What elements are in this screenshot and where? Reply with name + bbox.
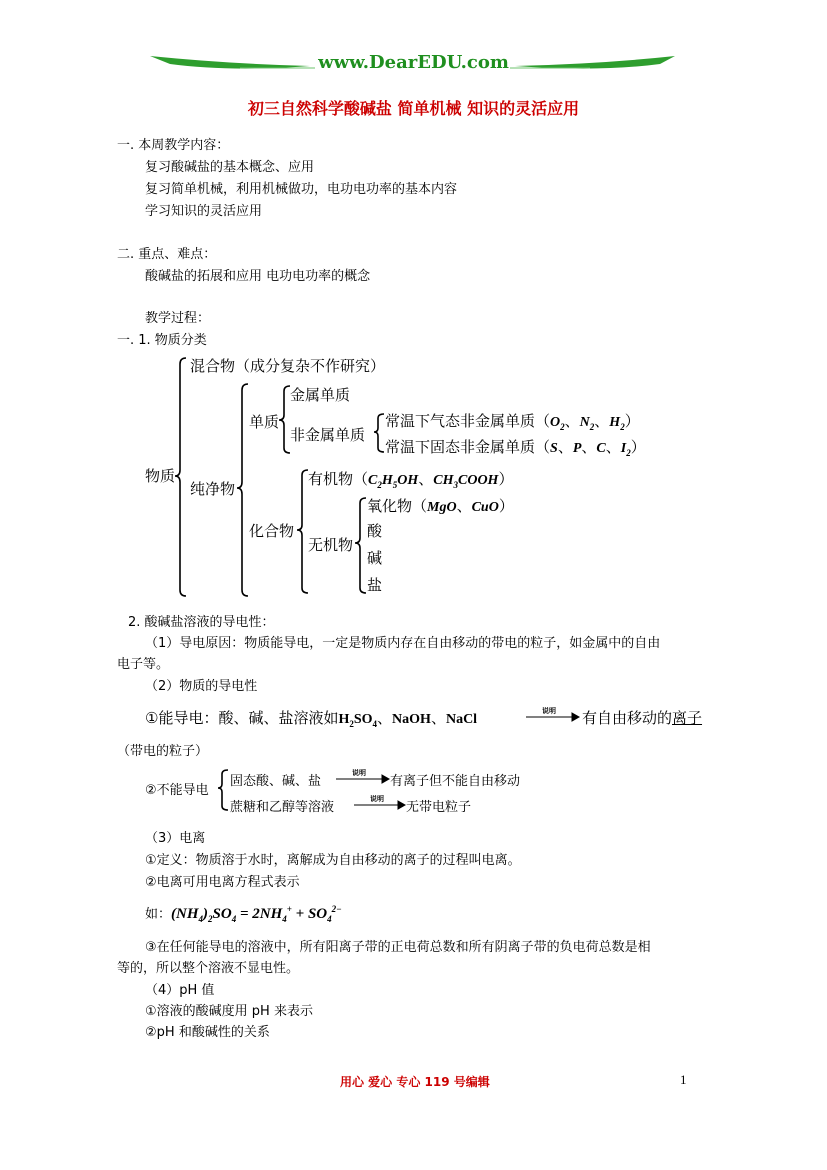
conduct-c2r: 无带电粒子 [406,800,472,815]
tree-salt: 盐 [367,576,383,594]
conduct-c1r: 有离子但不能自由移动 [390,774,521,789]
conduct-c2: 蔗糖和乙醇等溶液 [230,800,335,815]
tree-solid: 常温下固态非金属单质（S、P、C、$I_2$） [385,438,646,458]
ph-item-2: ②pH 和酸碱性的关系 [145,1025,270,1040]
ionize-def: ①定义：物质溶于水时，离解成为自由移动的离子的过程叫电离。 [145,853,521,868]
tree-organic: 有机物（$C_2H_5OH$、$CH_3COOH$） [308,470,514,490]
tree-element: 单质 [249,413,280,431]
tree-nonmetal: 非金属单质 [290,426,366,444]
tree-metal: 金属单质 [290,386,351,404]
arrow-label-3: 说明 [370,795,384,803]
tree-gas: 常温下气态非金属单质（$O_2$、$N_2$、$H_2$） [385,412,640,432]
arrow-label-1: 说明 [542,707,556,715]
tree-oxide: 氧化物（MgO、CuO） [367,497,514,515]
tree-pure: 纯净物 [190,480,236,498]
conduct-can: ①能导电：酸、碱、盐溶液如$H_2SO_4$、NaOH、NaCl [145,709,478,729]
tree-mixture: 混合物（成分复杂不作研究） [190,357,386,375]
tree-acid: 酸 [367,522,383,540]
ionize-p3b: 等的，所以整个溶液不显电性。 [117,961,300,976]
process-heading: 教学过程： [145,311,211,326]
section1-heading: 一. 本周教学内容： [117,138,230,153]
conduct-cannot: ②不能导电 [145,783,209,798]
ionize-example: 如：$(NH_4)_2SO_4 = 2NH_4^+ + SO_4^{2-}$ [145,904,342,924]
page-number: 1 [680,1072,687,1087]
tree-inorganic: 无机物 [308,536,354,554]
ionize-p3a: ③在任何能导电的溶液中，所有阳离子带的正电荷总数和所有阴离子带的负电荷总数是相 [145,940,651,955]
ph-item-1: ①溶液的酸碱度用 pH 来表示 [145,1004,313,1019]
conduct-can-result: 有自由移动的离子 [582,709,703,727]
conduct-p2: （2）物质的导电性 [145,679,258,694]
tree-root: 物质 [145,467,176,485]
tree-base: 碱 [367,549,383,567]
section2-heading: 二. 重点、难点： [117,247,217,262]
tree-compound: 化合物 [249,522,295,540]
conduct-p1b: 电子等。 [117,657,170,672]
section1-item-1: 复习酸碱盐的基本概念、应用 [145,160,315,175]
arrow-label-2: 说明 [352,769,366,777]
conduct-charged: （带电的粒子） [117,744,209,759]
section1-item-3: 学习知识的灵活应用 [145,204,263,219]
site-header[interactable]: www.DearEDU.com [318,52,509,73]
ionize-heading: （3）电离 [145,831,206,846]
process-sub1: 一. 1. 物质分类 [117,333,207,348]
conduct-c1: 固态酸、碱、盐 [230,774,322,789]
footer-text: 用心 爱心 专心 119 号编辑 [340,1075,490,1089]
section2-item: 酸碱盐的拓展和应用 电功电功率的概念 [145,269,371,284]
section1-item-2: 复习简单机械，利用机械做功，电功电功率的基本内容 [145,182,458,197]
conduct-heading: 2. 酸碱盐溶液的导电性： [128,615,275,630]
ph-heading: （4）pH 值 [145,983,215,998]
ionize-eq-intro: ②电离可用电离方程式表示 [145,875,300,890]
conduct-p1a: （1）导电原因：物质能导电，一定是物质内存在自由移动的带电的粒子，如金属中的自由 [145,636,661,651]
page-title: 初三自然科学酸碱盐 简单机械 知识的灵活应用 [247,99,580,118]
